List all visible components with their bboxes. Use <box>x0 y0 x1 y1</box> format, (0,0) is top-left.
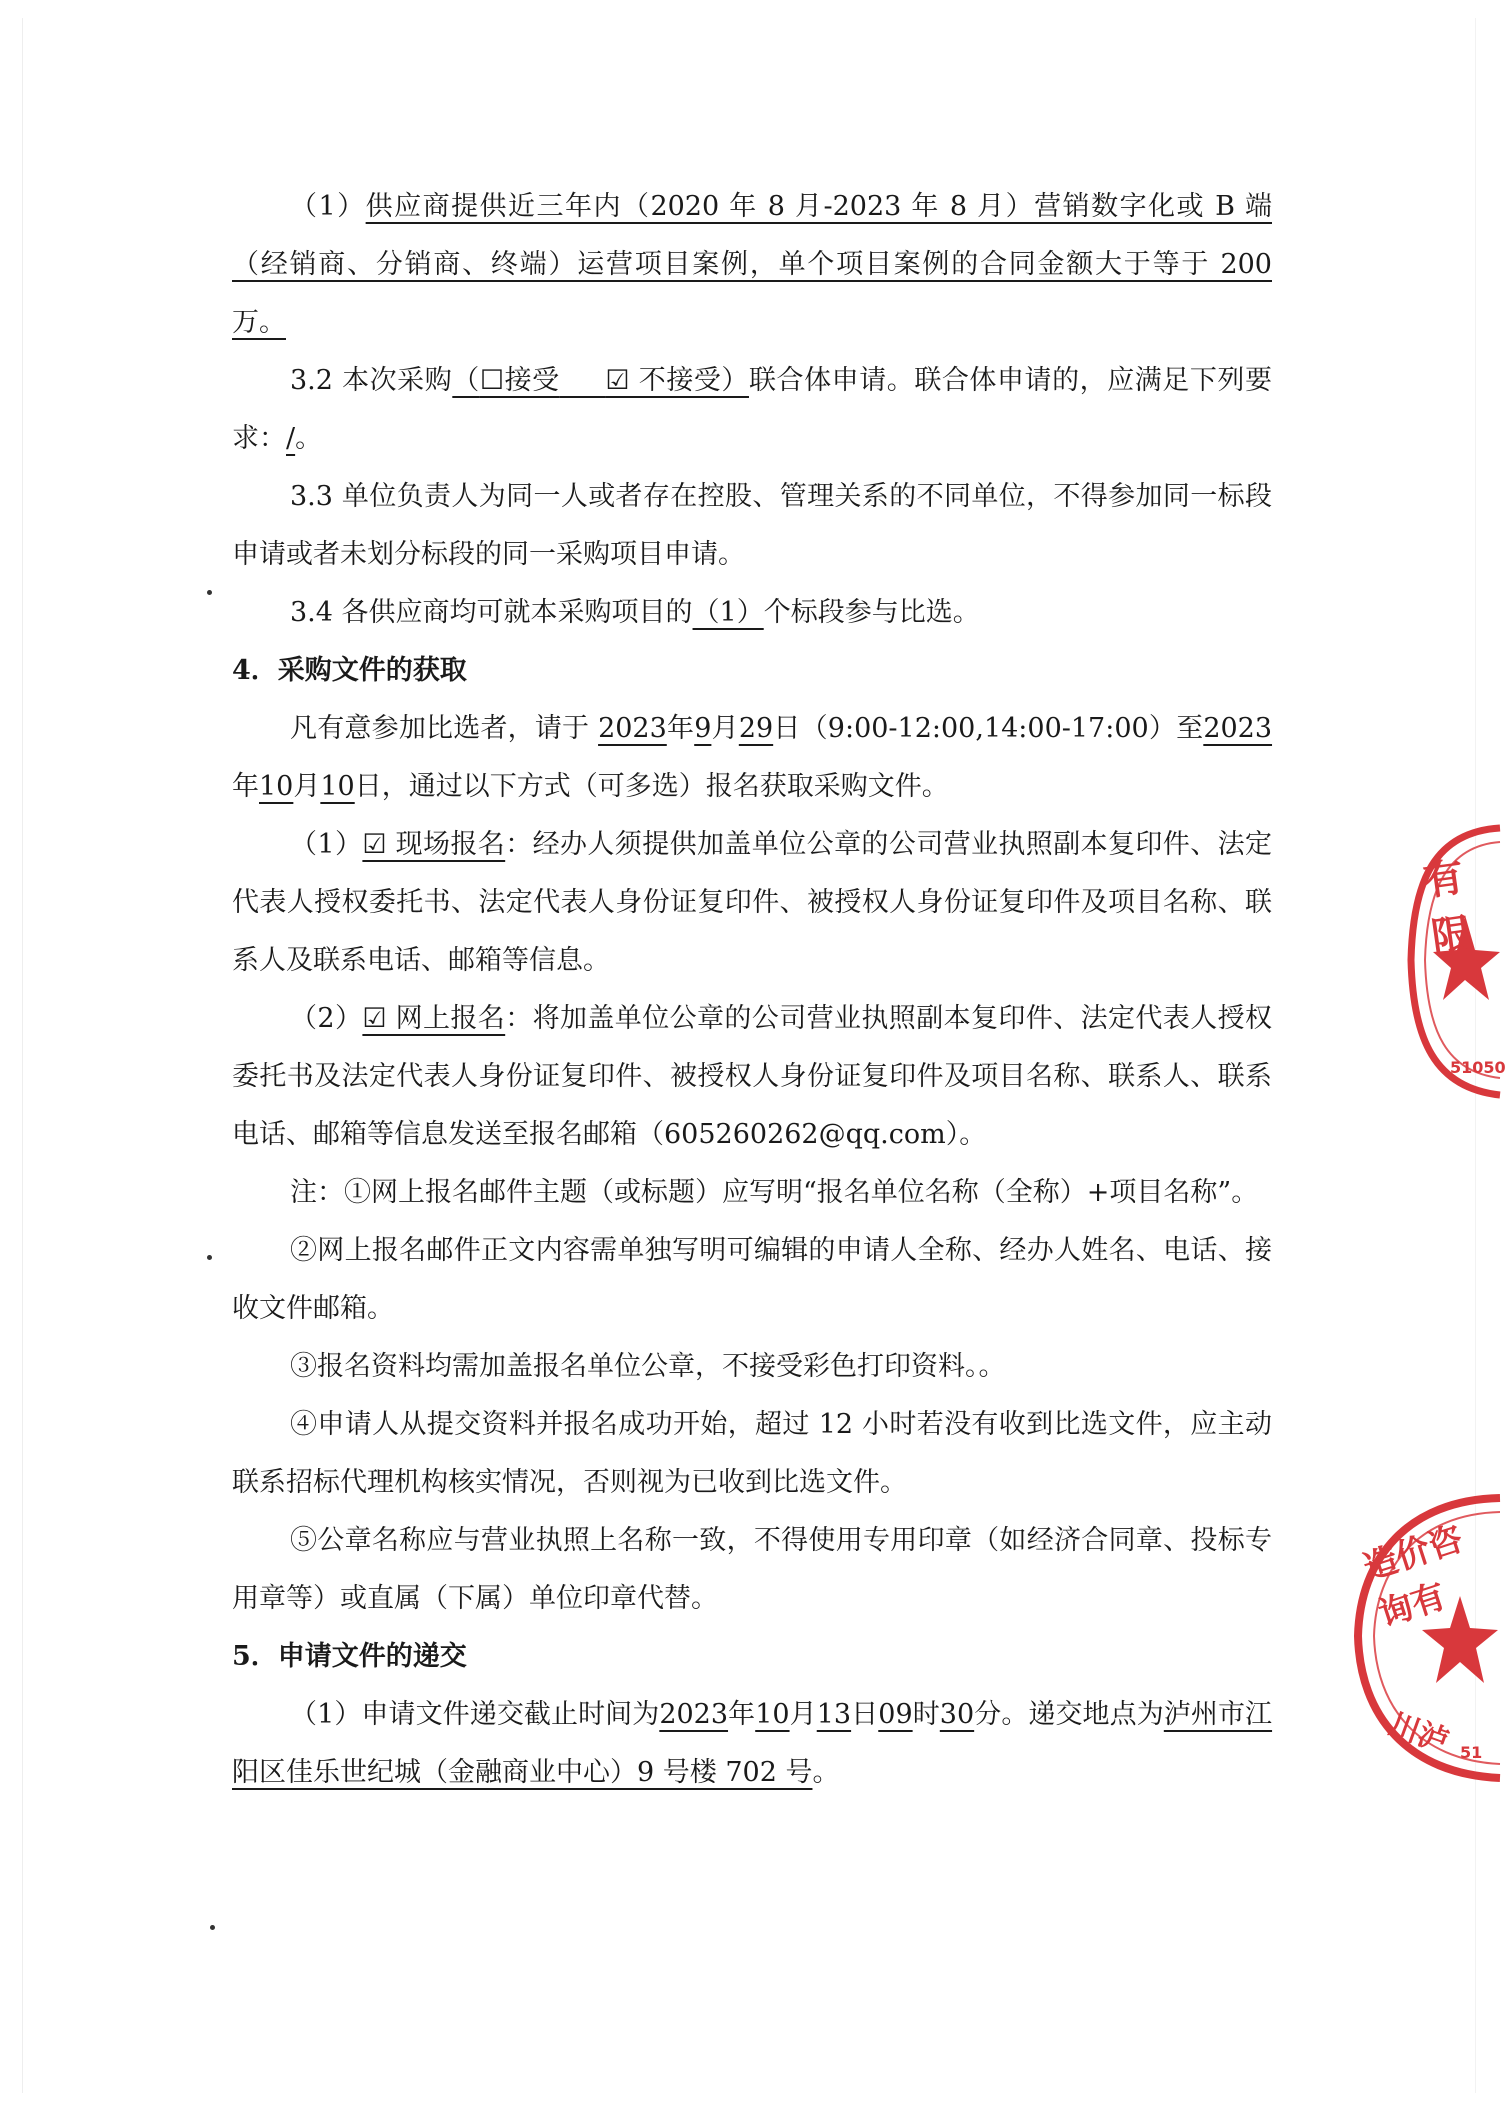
accept-option: ☐接受 <box>479 365 560 396</box>
seal-1-fragment: 有限 <box>1420 853 1475 962</box>
official-seal-fragment-1 <box>1395 810 1506 1110</box>
start-day: 29 <box>738 713 774 744</box>
online-registration: （2）☑ 网上报名：将加盖单位公章的公司营业执照副本复印件、法定代表人授权委托书及法定代表人身份证复印件、被授权人身份证复印件及项目名称、联系人、联系电话、邮箱等信息发送至报名邮箱（605260262@qq.com）。 <box>232 1003 1272 1150</box>
scan-speck <box>207 1255 212 1260</box>
office-hours: （9:00-12:00,14:00-17:00）至 <box>800 713 1204 744</box>
seal-2-lower: 川泸 <box>1384 1706 1453 1760</box>
item-3-1-1 <box>232 178 1272 352</box>
item-3-3: 3.3 单位负责人为同一人或者存在控股、管理关系的不同单位，不得参加同一标段申请或者未划分标段的同一采购项目申请。 <box>232 481 1272 570</box>
online-checkbox-label: ☑ 网上报名 <box>362 1003 506 1034</box>
item-3-2: 3.2 本次采购（☐接受 ☑ 不接受）联合体申请。联合体申请的，应满足下列要求：/。 <box>232 365 1272 454</box>
deadline-minute: 30 <box>939 1699 975 1730</box>
submission-address: 泸州市江阳区佳乐世纪城（金融商业中心）9 号楼 702 号 <box>232 1699 1273 1788</box>
lot-count: （1） <box>692 597 764 628</box>
note-3: ③报名资料均需加盖报名单位公章，不接受彩色打印资料。。 <box>290 1351 1006 1382</box>
deadline-month: 10 <box>755 1699 790 1730</box>
document-body <box>232 178 1272 1802</box>
end-day: 10 <box>320 771 355 802</box>
scan-speck <box>207 590 212 595</box>
end-year: 2023 <box>1203 713 1273 744</box>
start-month: 9 <box>694 713 712 744</box>
reject-option: ☑ 不接受） <box>605 365 749 396</box>
clause-prefix: 3.2 本次采购 <box>290 365 453 396</box>
submission-deadline: （1）申请文件递交截止时间为2023年10月13日09时30分。递交地点为泸州市江阳区佳乐世纪城（金融商业中心）9 号楼 702 号。 <box>232 1699 1273 1788</box>
section-4-heading: 4．采购文件的获取 <box>232 655 467 686</box>
onsite-registration: （1）☑ 现场报名：经办人须提供加盖单位公章的公司营业执照副本复印件、法定代表人授权委托书、法定代表人身份证复印件、被授权人身份证复印件及项目名称、联系人及联系电话、邮箱等信息。 <box>232 829 1272 976</box>
consortium-options: （☐接受 ☑ 不接受） <box>452 365 749 396</box>
scan-speck <box>210 1925 215 1930</box>
requirement-value: / <box>286 423 296 454</box>
registration-period: 凡有意参加比选者，请于 2023年9月29日（9:00-12:00,14:00-17:00）至2023年10月10日，通过以下方式（可多选）报名获取采购文件。 <box>232 713 1273 802</box>
section-5-heading: 5．申请文件的递交 <box>232 1641 467 1672</box>
seal-1-code: 51050 <box>1450 1058 1506 1077</box>
deadline-hour: 09 <box>878 1699 913 1730</box>
onsite-checkbox-label: ☑ 现场报名 <box>362 829 506 860</box>
note-5: ⑤公章名称应与营业执照上名称一致，不得使用专用印章（如经济合同章、投标专用章等）或直属（下属）单位印章代替。 <box>232 1525 1272 1614</box>
deadline-year: 2023 <box>659 1699 729 1730</box>
item-3-4: 3.4 各供应商均可就本采购项目的（1）个标段参与比选。 <box>290 597 980 628</box>
item-prefix: （1） <box>290 191 366 222</box>
official-seal-fragment-2 <box>1348 1478 1500 1793</box>
note-1: 注：①网上报名邮件主题（或标题）应写明“报名单位名称（全称）+项目名称”。 <box>290 1177 1259 1208</box>
start-year: 2023 <box>598 713 667 744</box>
note-2: ②网上报名邮件正文内容需单独写明可编辑的申请人全称、经办人姓名、电话、接收文件邮箱。 <box>232 1235 1272 1324</box>
seal-2-fragment: 造价咨询有 <box>1358 1518 1468 1636</box>
end-month: 10 <box>259 771 294 802</box>
note-4: ④申请人从提交资料并报名成功开始，超过 12 小时若没有收到比选文件，应主动联系招标代理机构核实情况，否则视为已收到比选文件。 <box>232 1409 1272 1498</box>
requirement-text: 供应商提供近三年内（2020 年 8 月-2023 年 8 月）营销数字化或 B 端（经销商、分销商、终端）运营项目案例，单个项目案例的合同金额大于等于 200 万。 <box>232 191 1272 338</box>
deadline-day: 13 <box>816 1699 852 1730</box>
seal-2-code: 51 <box>1460 1743 1483 1762</box>
